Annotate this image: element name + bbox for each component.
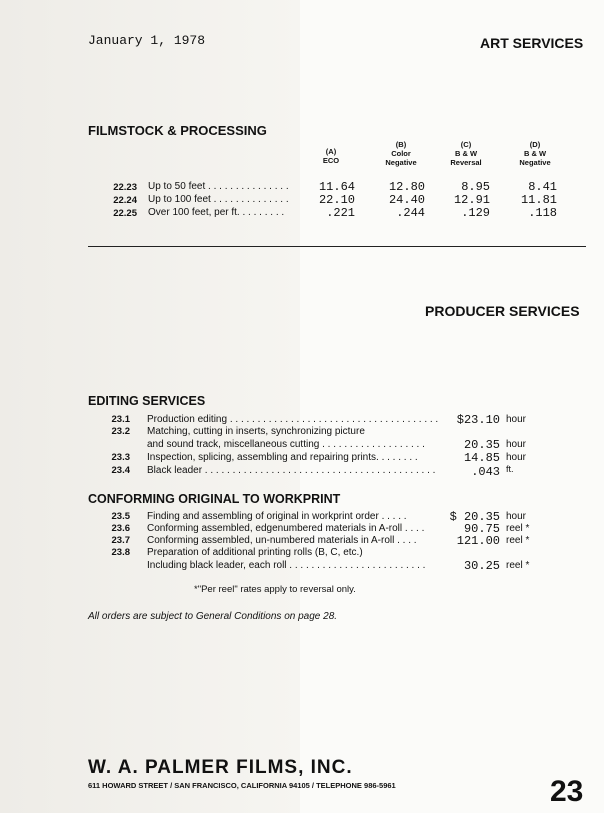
- price-bw-negative: .118: [528, 206, 557, 220]
- item-code: 22.24: [113, 195, 137, 206]
- item-price: 14.85: [463, 451, 500, 465]
- item-price: $ 20.35: [449, 510, 500, 524]
- item-description: Production editing . . . . . . . . . . . . . . . . . . . . . . . . . . . . . . . . . . . . . .: [147, 414, 439, 425]
- item-unit: hour: [506, 439, 527, 450]
- page-shading-right: [300, 0, 604, 813]
- price-eco: 11.64: [318, 180, 355, 194]
- price-color-negative: 24.40: [388, 193, 425, 207]
- item-unit: ft.: [506, 464, 514, 474]
- editing-services-heading: EDITING SERVICES: [88, 394, 206, 408]
- page-date: January 1, 1978: [88, 33, 206, 48]
- item-price: $23.10: [456, 413, 500, 427]
- item-description: Inspection, splicing, assembling and repairing prints. . . . . . . .: [147, 452, 418, 463]
- item-description: Up to 50 feet . . . . . . . . . . . . . . .: [148, 181, 289, 192]
- filmstock-heading: FILMSTOCK & PROCESSING: [88, 123, 267, 138]
- price-bw-negative: 8.41: [528, 180, 557, 194]
- item-description: Preparation of additional printing rolls (B, C, etc.): [147, 547, 363, 558]
- item-code: 23.4: [111, 465, 130, 476]
- item-code: 23.6: [111, 523, 130, 534]
- price-bw-reversal: 8.95: [461, 180, 490, 194]
- item-price: 90.75: [463, 522, 500, 536]
- item-description: Black leader . . . . . . . . . . . . . . . . . . . . . . . . . . . . . . . . . . . . . . . . . .: [147, 465, 436, 476]
- item-unit: reel *: [506, 535, 530, 546]
- item-unit: hour: [506, 452, 527, 463]
- page-number: 23: [550, 775, 584, 808]
- price-bw-negative: 11.81: [520, 193, 557, 207]
- item-description: and sound track, miscellaneous cutting . . . . . . . . . . . . . . . . . . .: [147, 439, 425, 450]
- item-description: Including black leader, each roll . . . . . . . . . . . . . . . . . . . . . . . . .: [147, 560, 426, 571]
- item-price: .043: [471, 465, 500, 479]
- price-eco: .221: [326, 206, 355, 220]
- item-description: Up to 100 feet . . . . . . . . . . . . . .: [148, 194, 289, 205]
- category-heading: ART SERVICES: [480, 35, 584, 51]
- item-code: 23.1: [111, 414, 130, 425]
- item-description: Matching, cutting in inserts, synchronizing picture: [147, 426, 365, 437]
- column-header-b: (B) Color Negative: [385, 140, 417, 167]
- company-name: W. A. PALMER FILMS, INC.: [88, 757, 353, 778]
- item-code: 23.2: [111, 426, 130, 437]
- item-code: 22.25: [113, 208, 137, 219]
- item-unit: reel *: [506, 560, 530, 571]
- column-header-a: (A) ECO: [322, 147, 340, 165]
- item-unit: hour: [506, 511, 527, 522]
- item-code: 23.3: [111, 452, 130, 463]
- item-description: Over 100 feet, per ft. . . . . . . . .: [148, 207, 285, 218]
- section-divider: [88, 246, 586, 247]
- item-description: Conforming assembled, un-numbered materials in A-roll . . . .: [147, 535, 417, 546]
- price-bw-reversal: 12.91: [453, 193, 490, 207]
- price-eco: 22.10: [318, 193, 355, 207]
- conforming-heading: CONFORMING ORIGINAL TO WORKPRINT: [88, 492, 341, 506]
- item-price: 30.25: [463, 559, 500, 573]
- item-code: 23.5: [111, 511, 130, 522]
- price-color-negative: .244: [396, 206, 425, 220]
- item-unit: hour: [506, 414, 527, 425]
- item-price: 121.00: [456, 534, 500, 548]
- item-code: 23.8: [111, 547, 130, 558]
- price-bw-reversal: .129: [461, 206, 490, 220]
- item-price: 20.35: [463, 438, 500, 452]
- general-conditions-note: All orders are subject to General Conditions on page 28.: [88, 611, 338, 622]
- item-description: Finding and assembling of original in workprint order . . . . .: [147, 511, 407, 522]
- price-color-negative: 12.80: [388, 180, 425, 194]
- item-code: 23.7: [111, 535, 130, 546]
- per-reel-footnote: *"Per reel" rates apply to reversal only.: [194, 584, 356, 595]
- item-code: 22.23: [113, 182, 137, 193]
- item-unit: reel *: [506, 523, 530, 534]
- company-address: 611 HOWARD STREET / SAN FRANCISCO, CALIFORNIA 94105 / TELEPHONE 986-5961: [88, 781, 396, 790]
- column-header-c: (C) B & W Reversal: [450, 140, 482, 167]
- producer-services-heading: PRODUCER SERVICES: [425, 303, 580, 319]
- column-header-d: (D) B & W Negative: [519, 140, 551, 167]
- item-description: Conforming assembled, edgenumbered materials in A-roll . . . .: [147, 523, 425, 534]
